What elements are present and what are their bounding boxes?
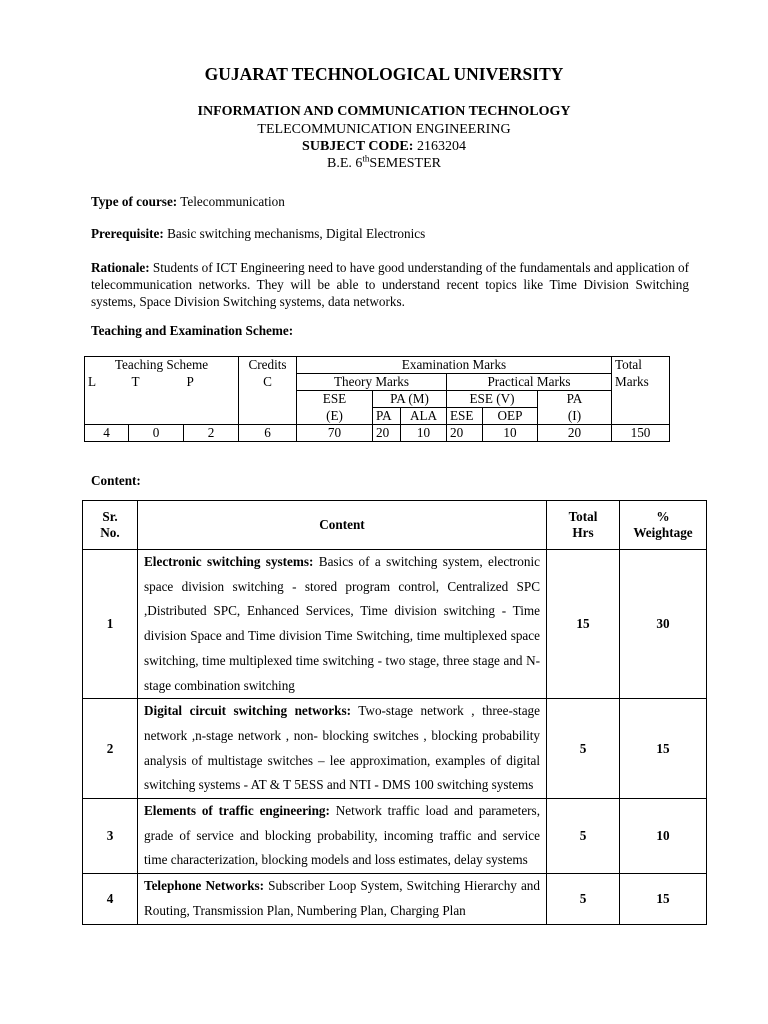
row-title: Telephone Networks:	[144, 878, 265, 894]
row-title: Digital circuit switching networks:	[144, 703, 351, 719]
teaching-scheme-table	[84, 356, 670, 442]
rationale-label: Rationale:	[91, 260, 150, 275]
row-hrs: 15	[547, 550, 620, 699]
ala-header: ALA	[401, 408, 447, 425]
row-weight: 15	[620, 699, 707, 799]
content-table	[82, 500, 707, 925]
row-number: 3	[83, 799, 138, 874]
program-title: INFORMATION AND COMMUNICATION TECHNOLOGY	[197, 104, 571, 119]
blank-cell	[612, 408, 670, 425]
blank-cell	[612, 391, 670, 408]
row-number: 2	[83, 699, 138, 799]
blank-cell	[129, 408, 184, 425]
table-row	[83, 799, 707, 874]
credits-header: Credits	[239, 357, 297, 374]
C-value: 6	[239, 425, 297, 442]
row-weight: 15	[620, 874, 707, 924]
course-type-value: Telecommunication	[180, 194, 285, 209]
ese-value: 70	[297, 425, 373, 442]
oep-value: 10	[483, 425, 538, 442]
marks-header: Marks	[612, 374, 670, 391]
P-header: P	[184, 374, 239, 391]
rationale-text: Students of ICT Engineering need to have good understanding of the fundamentals and application of telecommunication networks. They will be able to understand recent topics like Time Division Switching systems, Space Division Switching systems, data networks.	[91, 260, 689, 309]
pa-i-header-top: PA	[538, 391, 612, 408]
table-row	[83, 874, 707, 924]
pa-m-header: PA (M)	[373, 391, 447, 408]
branch-title: TELECOMMUNICATION ENGINEERING	[257, 122, 511, 137]
content-heading: Content:	[91, 473, 141, 488]
pa-i-value: 20	[538, 425, 612, 442]
practical-marks-header: Practical Marks	[447, 374, 612, 391]
semester-suffix: SEMESTER	[369, 156, 441, 171]
content-header: Content	[138, 501, 547, 550]
prerequisite-label: Prerequisite:	[91, 226, 164, 241]
subject-code-label: SUBJECT CODE:	[302, 139, 414, 154]
ese2-header: ESE	[447, 408, 483, 425]
row-content	[138, 699, 547, 799]
university-title: GUJARAT TECHNOLOGICAL UNIVERSITY	[204, 64, 564, 84]
teaching-scheme-header: Teaching Scheme	[85, 357, 239, 374]
weightage-header	[620, 501, 707, 550]
row-number: 4	[83, 874, 138, 924]
ese-header: ESE	[297, 391, 373, 408]
e-header: (E)	[297, 408, 373, 425]
prerequisite-value: Basic switching mechanisms, Digital Electronics	[167, 226, 426, 241]
blank-cell	[85, 391, 129, 408]
rationale	[91, 259, 689, 310]
row-content	[138, 874, 547, 924]
C-header: C	[239, 374, 297, 391]
pa-value: 20	[373, 425, 401, 442]
scheme-heading: Teaching and Examination Scheme:	[91, 323, 294, 338]
L-header: L	[85, 374, 129, 391]
oep-header: OEP	[483, 408, 538, 425]
row-weight: 30	[620, 550, 707, 699]
row-number: 1	[83, 550, 138, 699]
ese2-value: 20	[447, 425, 483, 442]
prerequisite	[91, 225, 689, 242]
T-value: 0	[129, 425, 184, 442]
row-body: Subscriber Loop System, Switching Hierarchy and Routing, Transmission Plan, Numbering Plan, Charging Plan	[144, 878, 540, 918]
P-value: 2	[184, 425, 239, 442]
theory-marks-header: Theory Marks	[297, 374, 447, 391]
ese-v-header: ESE (V)	[447, 391, 538, 408]
ala-value: 10	[401, 425, 447, 442]
no-label: No.	[100, 525, 120, 540]
L-value: 4	[85, 425, 129, 442]
table-row	[83, 699, 707, 799]
row-hrs: 5	[547, 699, 620, 799]
row-content	[138, 550, 547, 699]
course-type	[91, 193, 689, 210]
semester-line	[0, 153, 768, 172]
total-header: Total	[612, 357, 670, 374]
blank-cell	[129, 391, 184, 408]
row-body: Two-stage network , three-stage network ,n-stage network , non- blocking switches , blocking probability analysis of multistage switches – lee approximation, examples of digital switching systems - AT & T 5ESS and NTI - DMS 100 switching systems	[144, 703, 540, 793]
total-label: Total	[568, 509, 598, 524]
subject-code: 2163204	[416, 139, 466, 154]
blank-cell	[184, 408, 239, 425]
row-body: Network traffic load and parameters, grade of service and blocking probability, incoming traffic and service time characterization, blocking models and loss estimates, delay systems	[144, 803, 540, 868]
table-row	[83, 550, 707, 699]
row-content	[138, 799, 547, 874]
total-value: 150	[612, 425, 670, 442]
row-body: Basics of a switching system, electronic space division switching - stored program control, Centralized SPC ,Distributed SPC, Enhanced Services, Time division switching - Time division Space and Time division Time Switching, time multiplexed space switching, time multiplexed time switching - two stage, three stage and N-stage combination switching	[144, 554, 540, 693]
row-title: Electronic switching systems:	[144, 554, 314, 569]
hrs-label: Hrs	[572, 525, 594, 540]
blank-cell	[239, 408, 297, 425]
total-hrs-header	[547, 501, 620, 550]
weightage-label: Weightage	[633, 525, 693, 540]
subject-code-line	[0, 139, 768, 155]
T-header: T	[131, 373, 140, 389]
exam-marks-header: Examination Marks	[297, 357, 612, 374]
course-type-label: Type of course:	[91, 194, 178, 209]
row-weight: 10	[620, 799, 707, 874]
blank-cell	[239, 391, 297, 408]
row-hrs: 5	[547, 799, 620, 874]
pa-i-header: (I)	[538, 408, 612, 425]
pct-label: %	[656, 509, 670, 524]
row-hrs: 5	[547, 874, 620, 924]
semester-sup: th	[362, 153, 370, 164]
sr-label: Sr.	[102, 509, 118, 524]
blank-cell	[184, 391, 239, 408]
row-title: Elements of traffic engineering:	[144, 803, 330, 819]
blank-cell	[85, 408, 129, 425]
sr-no-header	[83, 501, 138, 550]
semester-prefix: B.E. 6	[327, 156, 363, 171]
pa-header: PA	[373, 408, 401, 425]
